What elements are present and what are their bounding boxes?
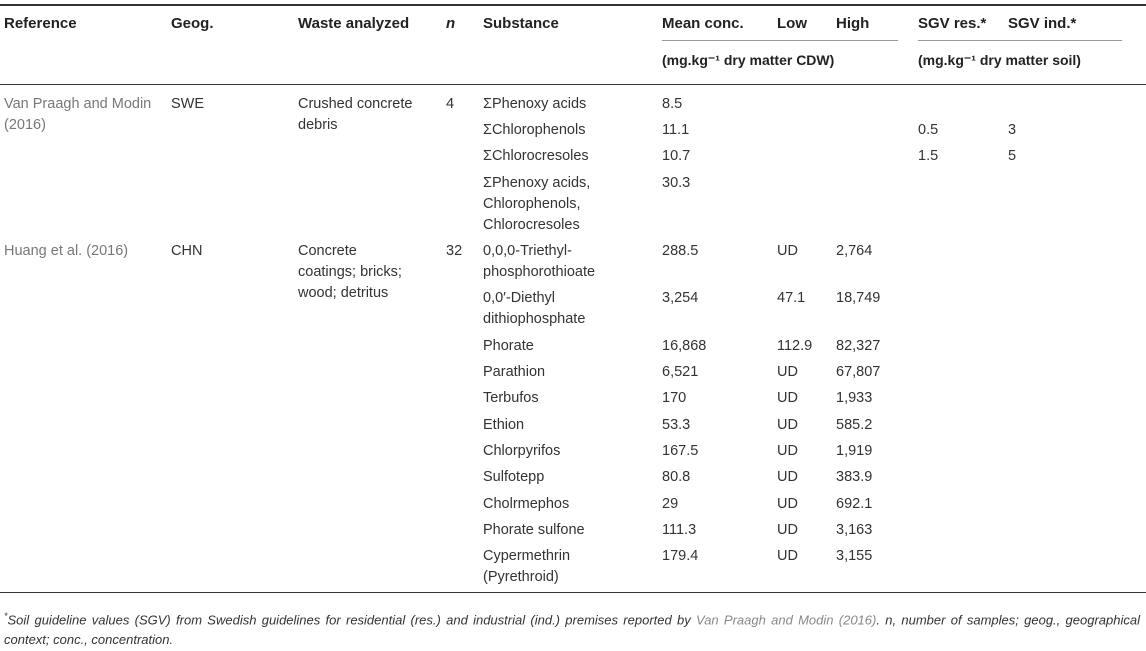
sgv-ind-cell: 5 <box>1008 148 1017 164</box>
high-cell: 692.1 <box>836 496 873 512</box>
substance-cell: ΣPhenoxy acids, Chlorophenols, Chlorocresoles <box>483 175 591 233</box>
geog-cell: CHN <box>171 243 203 259</box>
reference-cell: Van Praagh and Modin (2016) <box>4 96 152 133</box>
low-cell: UD <box>777 243 798 259</box>
header-sgv-ind: SGV ind.* <box>1008 15 1077 32</box>
low-cell: UD <box>777 364 798 380</box>
mean-cell: 167.5 <box>662 443 699 459</box>
high-cell: 3,155 <box>836 548 873 564</box>
mean-cell: 11.1 <box>662 122 690 138</box>
sgv-ind-cell: 3 <box>1008 122 1017 138</box>
table-footnote <box>4 606 1140 650</box>
header-rule <box>0 84 1146 85</box>
mean-cell: 30.3 <box>662 175 691 191</box>
header-substance: Substance <box>483 15 559 32</box>
low-cell: UD <box>777 443 798 459</box>
mean-cell: 53.3 <box>662 417 691 433</box>
header-geog: Geog. <box>171 15 214 32</box>
substance-cell: Cypermethrin (Pyrethroid) <box>483 548 571 585</box>
substance-cell: ΣChlorophenols <box>483 122 586 138</box>
header-n: n <box>446 15 456 32</box>
n-cell: 32 <box>446 243 463 259</box>
mean-cell: 6,521 <box>662 364 699 380</box>
high-cell: 18,749 <box>836 290 881 306</box>
footnote-text-after: . n, number of samples; geog., geographical context; conc., concentration. <box>4 612 1140 648</box>
low-cell: UD <box>777 390 798 406</box>
header-high: High <box>836 15 870 32</box>
header-waste: Waste analyzed <box>298 15 410 32</box>
mean-cell: 288.5 <box>662 243 699 259</box>
low-cell: UD <box>777 469 798 485</box>
waste-cell: Concrete coatings; bricks; wood; detritus <box>298 243 402 301</box>
mean-cell: 8.5 <box>662 96 683 112</box>
substance-cell: Phorate sulfone <box>483 522 585 538</box>
high-cell: 1,919 <box>836 443 873 459</box>
mean-cell: 80.8 <box>662 469 691 485</box>
low-cell: UD <box>777 522 798 538</box>
substance-cell: Chlorpyrifos <box>483 443 561 459</box>
mean-cell: 29 <box>662 496 679 512</box>
mean-cell: 170 <box>662 390 687 406</box>
header-unit-cdw: (mg.kg⁻¹ dry matter CDW) <box>662 52 835 68</box>
bottom-rule <box>0 592 1146 593</box>
low-cell: UD <box>777 417 798 433</box>
header-mean: Mean conc. <box>662 15 744 32</box>
n-cell: 4 <box>446 96 455 112</box>
high-cell: 2,764 <box>836 243 873 259</box>
high-cell: 3,163 <box>836 522 873 538</box>
footnote-text-before: Soil guideline values (SGV) from Swedish guidelines for residential (res.) and industrial (ind.) premises reported by <box>7 612 696 628</box>
header-reference: Reference <box>4 15 77 32</box>
sgv-res-cell: 1.5 <box>918 148 939 164</box>
header-low: Low <box>777 15 807 32</box>
high-cell: 1,933 <box>836 390 873 406</box>
substance-cell: ΣChlorocresoles <box>483 148 589 164</box>
high-cell: 585.2 <box>836 417 873 433</box>
high-cell: 383.9 <box>836 469 873 485</box>
mean-cell: 179.4 <box>662 548 699 564</box>
substance-cell: Cholrmephos <box>483 496 570 512</box>
mean-cell: 111.3 <box>662 522 697 538</box>
substance-cell: Ethion <box>483 417 525 433</box>
header-sgv-res: SGV res.* <box>918 15 987 32</box>
waste-cell: Crushed concrete debris <box>298 96 413 133</box>
footnote-mark: * <box>4 611 8 621</box>
table-header <box>0 0 1146 85</box>
substance-cell: Parathion <box>483 364 546 380</box>
substance-cell: 0,0′-Diethyl dithiophosphate <box>483 290 586 327</box>
mean-cell: 3,254 <box>662 290 699 306</box>
substance-cell: Phorate <box>483 338 534 354</box>
top-rule <box>0 4 1146 6</box>
high-cell: 82,327 <box>836 338 881 354</box>
sgv-res-cell: 0.5 <box>918 122 939 138</box>
substance-cell: Terbufos <box>483 390 539 406</box>
low-cell: 112.9 <box>777 338 813 354</box>
header-group-rule-cdw <box>662 40 898 41</box>
reference-cell: Huang et al. (2016) <box>4 243 129 259</box>
low-cell: UD <box>777 548 798 564</box>
high-cell: 67,807 <box>836 364 881 380</box>
header-group-rule-soil <box>918 40 1122 41</box>
substance-cell: 0,0,0-Triethyl-phosphorothioate <box>483 243 596 280</box>
mean-cell: 10.7 <box>662 148 691 164</box>
substance-cell: Sulfotepp <box>483 469 545 485</box>
geog-cell: SWE <box>171 96 205 112</box>
low-cell: 47.1 <box>777 290 806 306</box>
substance-cell: ΣPhenoxy acids <box>483 96 587 112</box>
footnote-reference-link[interactable]: Van Praagh and Modin (2016) <box>696 612 877 628</box>
header-unit-soil: (mg.kg⁻¹ dry matter soil) <box>918 52 1081 68</box>
mean-cell: 16,868 <box>662 338 707 354</box>
low-cell: UD <box>777 496 798 512</box>
